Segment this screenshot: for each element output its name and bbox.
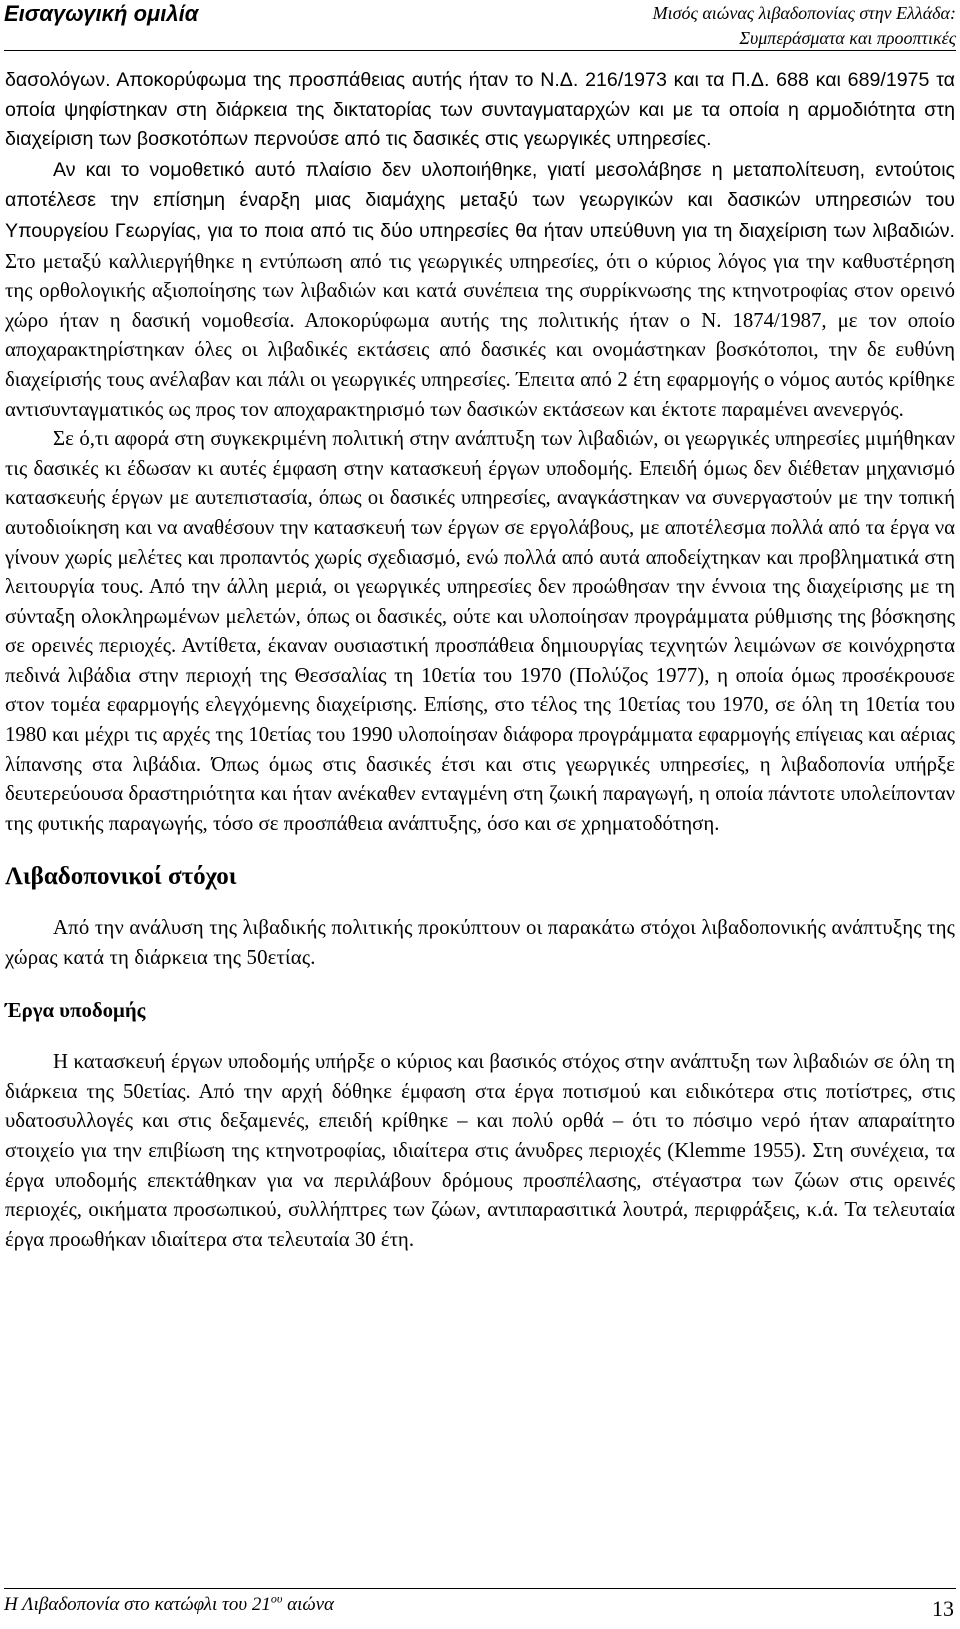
header-document-title [653,1,956,51]
header-section-title: Εισαγωγική ομιλία [4,1,199,26]
paragraph-infrastructure: Η κατασκευή έργων υποδομής υπήρξε ο κύριος και βασικός στόχος στην ανάπτυξη των λιβαδιών σε όλη τη διάρκεια της 50ετίας. Από την αρχή δόθηκε έμφαση στα έργα ποτισμού και ειδικότερα στις ποτίστρες, στις υδατοσυλλογές και στις δεξαμενές, επειδή κρίθηκε – και πολύ ορθά – ότι το πόσιμο νερό ήταν απαραίτητο στοιχείο για την επιβίωση της κτηνοτροφίας, ιδιαίτερα στις άνυδρες περιοχές (Klemme 1955). Στη συνέχεια, τα έργα υποδομής επεκτάθηκαν για να περιλάβουν δρόμους προσπέλασης, στέγαστρα των ζώων στις ορεινές περιοχές, οικήματα προσωπικού, συλλήπτρες των ζώων, αντιπαρασιτικά λουτρά, περιφράξεις, κ.ά. Τα τελευταία έργα προωθήκαν ιδιαίτερα στα τελευταία 30 έτη. [5,1050,955,1251]
footer-book-title [4,1592,334,1618]
header-title-line-1: Μισός αιώνας λιβαδοπονίας στην Ελλάδα: [652,3,956,23]
section-heading-goals: Λιβαδοπονικοί στόχοι [5,863,237,891]
footer-title-suffix: αιώνα [282,1594,335,1615]
footer-title-superscript: ου [270,1591,283,1606]
paragraph-sans-part: Αν και το νομοθετικό αυτό πλαίσιο δεν υλοποιήθηκε, γιατί μεσολάβησε η μεταπολίτευση, εντούτοις αποτέλεσε την επίσημη έναρξη μιας διαμάχης μεταξύ των γεωργικών και δασικών υπηρεσιών του Υπουργείου Γεωργίας, για το ποια από τις δύο υπηρεσίες θα ήταν υπεύθυνη για τη διαχείριση των λιβαδιών. [5,158,955,242]
paragraph-agricultural-services: Σε ό,τι αφορά στη συγκεκριμένη πολιτική στην ανάπτυξη των λιβαδιών, οι γεωργικές υπηρεσίες μιμήθηκαν τις δασικές κι έδωσαν κι αυτές έμφαση στην κατασκευή έργων υποδομής. Επειδή όμως δεν διέθεταν μηχανισμό κατασκευής έργων με αυτεπιστασία, όπως οι δασικές υπηρεσίες, αναγκάστηκαν να συνεργαστούν με την τοπική αυτοδιοίκηση και να αναθέσουν την κατασκευή των έργων σε εργολάβους, με αποτέλεσμα πολλά από τα έργα να γίνουν χωρίς μελέτες και προπαντός χωρίς σχεδιασμό, ενώ πολλά από αυτά αποδείχτηκαν και προβληματικά στη λειτουργία τους. Από την άλλη μεριά, οι γεωργικές υπηρεσίες δεν προώθησαν την έννοια της διαχείρισης με τη σύνταξη ολοκληρωμένων μελετών, όπως οι δασικές, ούτε και υλοποίησαν προγράμματα ρύθμισης της βόσκησης σε ορεινές περιοχές. Αντίθετα, έκαναν ουσιαστική προσπάθεια δημιουργίας τεχνητών λειμώνων σε κοινόχρηστα πεδινά λιβάδια στην περιοχή της Θεσσαλίας τη 10ετία του 1970 (Πολύζος 1977), η οποία όμως προσέκρουσε στον τομέα εφαρμογής ελεγχόμενης διαχείρισης. Επίσης, στο τέλος της 10ετίας του 1970, σε όλη τη 10ετία του 1980 και μέχρι τις αρχές της 10ετίας του 1990 υλοποίησαν διάφορα προγράμματα εφαρμογής επίγειας και αέριας λίπανσης στα λιβάδια. Όπως όμως στις δασικές έτσι και στις γεωργικές υπηρεσίες, η λιβαδοπονία υπήρξε δευτερεύουσα δραστηριότητα και ήταν ανέκαθεν ενταγμένη στη ζωική παραγωγή, η οποία πάντοτε υπολείπονταν της φυτικής παραγωγής, τόσο σε προσπάθεια ανάπτυξης, όσο και σε χρηματοδότηση. [5,427,955,835]
paragraph-continuation: δασολόγων. Αποκορύφωμα της προσπάθειας αυτής ήταν το Ν.Δ. 216/1973 και τα Π.Δ. 688 και 689/1975 τα οποία ψηφίστηκαν στη διάρκεια της δικτατορίας των συνταγματαρχών και με τα οποία η αρμοδιότητα στη διαχείριση των βοσκοτόπων περνούσε από τις δασικές στις γεωργικές υπηρεσίες. [5,69,955,151]
page-header [4,0,956,51]
paragraph-serif-part: Στο μεταξύ καλλιεργήθηκε η εντύπωση από τις γεωργικές υπηρεσίες, ότι ο κύριος λόγος για την καθυστέρηση της ορθολογικής αξιοποίησης των λιβαδιών και κατά συνέπεια της συρρίκνωσης της κτηνοτροφίας στον ορεινό χώρο ήταν η δασική νομοθεσία. Αποκορύφωμα αυτής της πολιτικής ήταν ο Ν. 1874/1987, με τον οποίο αποχαρακτηρίστηκαν όλες οι λιβαδικές εκτάσεις από δασικές και ονομάστηκαν βοσκότοποι, την δε ευθύνη διαχείρισής τους ανέλαβαν και πάλι οι γεωργικές υπηρεσίες. Έπειτα από 2 έτη εφαρμογής ο νόμος αυτός κρίθηκε αντισυνταγματικός ως προς τον αποχαρακτηρισμό των δασικών εκτάσεων και έκτοτε παραμένει ανενεργός. [5,249,955,421]
subsection-heading-infrastructure: Έργα υποδομής [5,999,146,1023]
paragraph-legal-framework [5,155,955,424]
page-number: 13 [932,1596,954,1621]
footer-title-text: Η Λιβαδοπονία στο κατώφλι του 21 [4,1594,271,1615]
page-body [5,66,955,1254]
page-footer [4,1588,956,1629]
paragraph-goals-intro: Από την ανάλυση της λιβαδικής πολιτικής προκύπτουν οι παρακάτω στόχοι λιβαδοπονικής ανάπτυξης της χώρας κατά τη διάρκεια της 50ετίας. [5,916,955,969]
header-title-line-2: Συμπεράσματα και προοπτικές [739,28,956,48]
